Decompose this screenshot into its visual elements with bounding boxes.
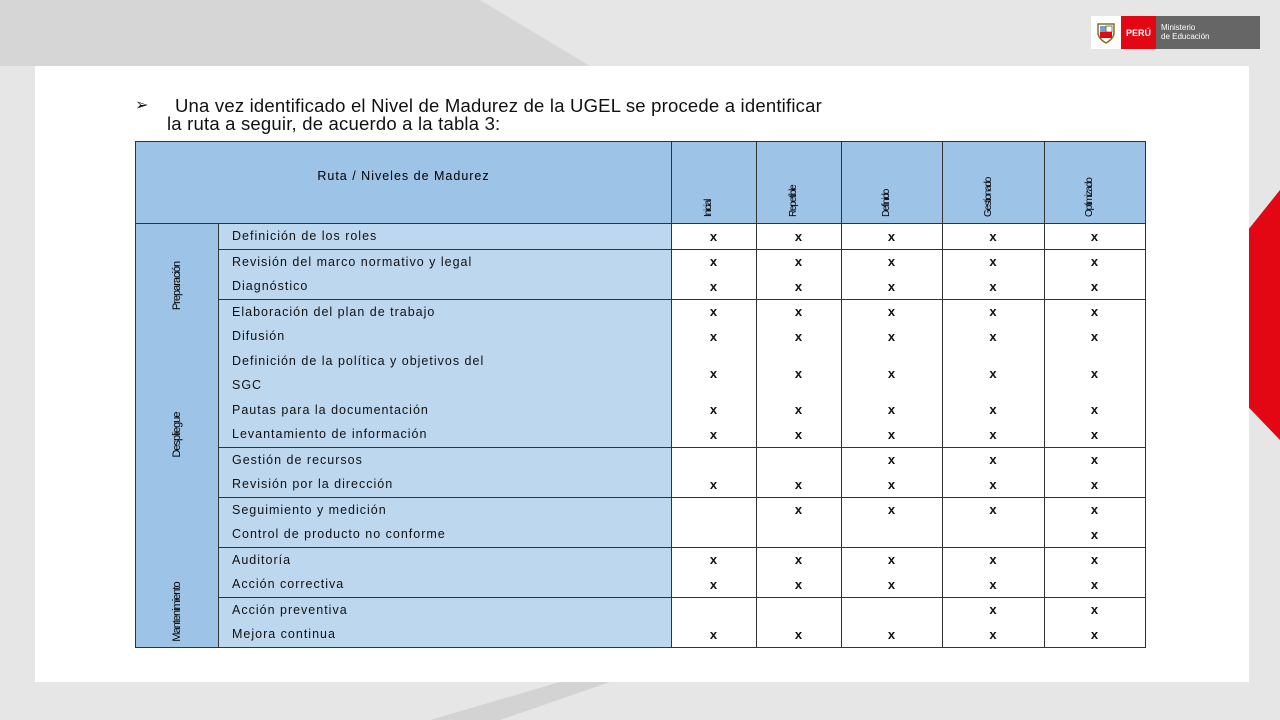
activity-cell: Gestión de recursos (219, 447, 672, 472)
mark-cell: x (943, 224, 1045, 250)
phase-preparacion: Preparación (136, 224, 219, 349)
maturity-route-table (135, 141, 1146, 648)
mark-cell: x (672, 547, 757, 572)
mark-cell: x (943, 572, 1045, 597)
mark-cell: x (1045, 547, 1146, 572)
level-header: Gestionado (943, 142, 1045, 224)
mark-cell: x (943, 249, 1045, 274)
mark-cell: x (1045, 224, 1146, 250)
mark-cell (672, 597, 757, 622)
ministry-logo (1091, 16, 1260, 49)
activity-cell: Pautas para la documentación (219, 398, 672, 423)
mark-cell: x (943, 622, 1045, 647)
mark-cell: x (757, 398, 842, 423)
activity-cell: Acción correctiva (219, 572, 672, 597)
mark-cell: x (943, 398, 1045, 423)
mark-cell: x (1045, 597, 1146, 622)
mark-cell (943, 522, 1045, 547)
logo-ministry-line2: de Educación (1161, 32, 1210, 41)
mark-cell (672, 497, 757, 522)
coat-of-arms-icon (1091, 16, 1121, 49)
activity-cell: Acción preventiva (219, 597, 672, 622)
mark-cell: x (943, 447, 1045, 472)
mark-cell: x (757, 497, 842, 522)
mark-cell: x (672, 224, 757, 250)
mark-cell: x (1045, 472, 1146, 497)
mark-cell: x (1045, 447, 1146, 472)
mark-cell: x (943, 472, 1045, 497)
mark-cell (672, 447, 757, 472)
phase-mantenimiento: Mantenimiento (136, 522, 219, 647)
level-header: Definido (842, 142, 943, 224)
activity-cell: Auditoría (219, 547, 672, 572)
mark-cell (842, 597, 943, 622)
activity-cell: Elaboración del plan de trabajo (219, 299, 672, 324)
mark-cell: x (1045, 349, 1146, 398)
mark-cell: x (842, 422, 943, 447)
mark-cell: x (1045, 299, 1146, 324)
mark-cell: x (1045, 422, 1146, 447)
slide-content (35, 66, 1249, 682)
mark-cell: x (757, 249, 842, 274)
activity-cell: Difusión (219, 324, 672, 349)
activity-cell: Control de producto no conforme (219, 522, 672, 547)
mark-cell: x (842, 622, 943, 647)
mark-cell: x (1045, 274, 1146, 299)
heading-line1: Una vez identificado el Nivel de Madurez de la UGEL se procede a identificar (175, 95, 822, 116)
mark-cell: x (757, 422, 842, 447)
activity-cell: Definición de los roles (219, 224, 672, 250)
mark-cell: x (1045, 622, 1146, 647)
logo-peru: PERÚ (1121, 16, 1156, 49)
mark-cell (757, 447, 842, 472)
mark-cell (672, 522, 757, 547)
mark-cell: x (1045, 249, 1146, 274)
mark-cell: x (757, 324, 842, 349)
mark-cell: x (1045, 522, 1146, 547)
activity-cell: Definición de la política y objetivos del SGC (219, 349, 672, 398)
mark-cell: x (943, 324, 1045, 349)
level-header: Repetible (757, 142, 842, 224)
mark-cell: x (757, 622, 842, 647)
activity-cell: Revisión del marco normativo y legal (219, 249, 672, 274)
bullet-arrow-icon: ➢ (135, 97, 149, 114)
activity-cell: Seguimiento y medición (219, 497, 672, 522)
mark-cell: x (1045, 572, 1146, 597)
activity-cell: Revisión por la dirección (219, 472, 672, 497)
mark-cell: x (757, 472, 842, 497)
mark-cell: x (1045, 324, 1146, 349)
mark-cell (842, 522, 943, 547)
mark-cell: x (943, 349, 1045, 398)
mark-cell: x (842, 249, 943, 274)
activity-cell: Mejora continua (219, 622, 672, 647)
mark-cell: x (757, 572, 842, 597)
heading-line2: la ruta a seguir, de acuerdo a la tabla 3: (167, 113, 501, 134)
mark-cell: x (672, 324, 757, 349)
mark-cell: x (943, 497, 1045, 522)
mark-cell: x (672, 249, 757, 274)
mark-cell: x (943, 299, 1045, 324)
phase-despliegue: Despliegue (136, 349, 219, 523)
level-header: Inicial (672, 142, 757, 224)
mark-cell: x (672, 398, 757, 423)
mark-cell: x (672, 472, 757, 497)
mark-cell: x (672, 572, 757, 597)
mark-cell: x (757, 274, 842, 299)
mark-cell (757, 522, 842, 547)
mark-cell: x (842, 398, 943, 423)
logo-ministry (1156, 16, 1260, 49)
mark-cell: x (842, 472, 943, 497)
mark-cell: x (757, 299, 842, 324)
table-header-main: Ruta / Niveles de Madurez (136, 142, 672, 224)
mark-cell: x (842, 447, 943, 472)
mark-cell: x (842, 224, 943, 250)
mark-cell: x (672, 622, 757, 647)
mark-cell: x (943, 274, 1045, 299)
mark-cell: x (943, 422, 1045, 447)
activity-cell: Levantamiento de información (219, 422, 672, 447)
mark-cell: x (943, 547, 1045, 572)
mark-cell: x (1045, 497, 1146, 522)
mark-cell: x (842, 572, 943, 597)
mark-cell: x (842, 547, 943, 572)
level-header: Optimizado (1045, 142, 1146, 224)
mark-cell: x (842, 349, 943, 398)
mark-cell: x (842, 497, 943, 522)
mark-cell: x (842, 299, 943, 324)
mark-cell: x (672, 274, 757, 299)
mark-cell: x (757, 224, 842, 250)
mark-cell: x (943, 597, 1045, 622)
mark-cell (757, 597, 842, 622)
mark-cell: x (672, 349, 757, 398)
mark-cell: x (842, 324, 943, 349)
logo-ministry-line1: Ministerio (1161, 23, 1196, 32)
mark-cell: x (757, 349, 842, 398)
mark-cell: x (757, 547, 842, 572)
mark-cell: x (842, 274, 943, 299)
mark-cell: x (672, 299, 757, 324)
mark-cell: x (672, 422, 757, 447)
activity-cell: Diagnóstico (219, 274, 672, 299)
heading (135, 97, 1155, 133)
mark-cell: x (1045, 398, 1146, 423)
